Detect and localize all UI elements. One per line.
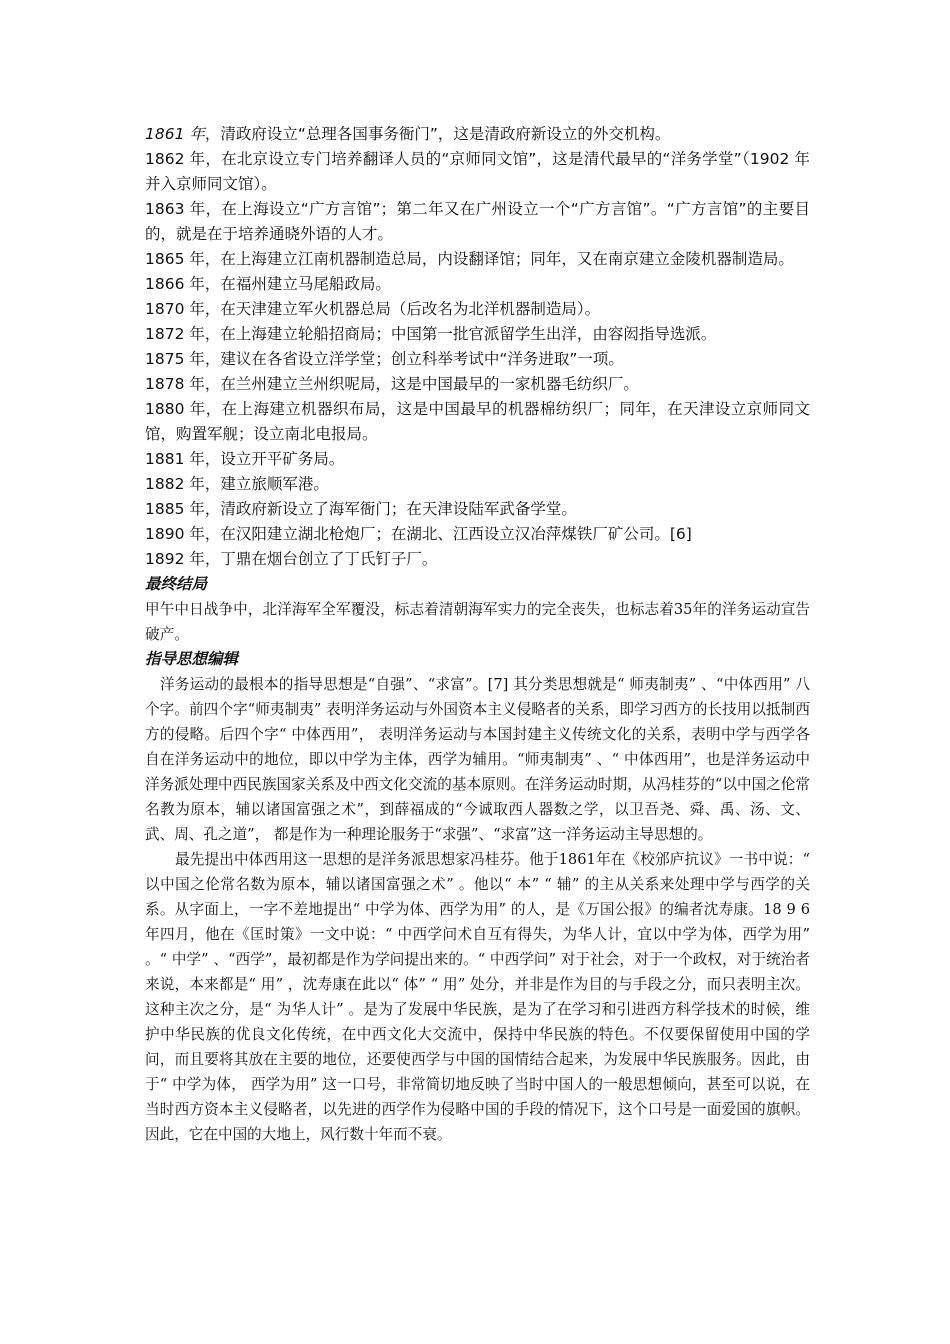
timeline-text: ，在天津建立军火机器总局（后改名为北洋机器制造局）。 — [204, 300, 601, 318]
timeline-entry — [145, 547, 810, 572]
timeline-entry — [145, 347, 810, 372]
timeline-year: 1865 年 — [145, 250, 205, 268]
timeline-year: 1882 年 — [145, 475, 205, 493]
timeline-text: ，建立旅顺军港。 — [204, 475, 329, 493]
timeline-text: ，在上海建立江南机器制造总局，内设翻译馆；同年，又在南京建立金陵机器制造局。 — [204, 250, 794, 268]
timeline-year: 1866 年 — [145, 275, 205, 293]
timeline-entry — [145, 322, 810, 347]
final-outcome-paragraph: 甲午中日战争中，北洋海军全军覆没，标志着清朝海军实力的完全丧失，也标志着35年的洋务运动宣告破产。 — [145, 601, 810, 643]
guiding-thought-paragraph-1: 洋务运动的最根本的指导思想是“自强”、“求富”。[7] 其分类思想就是“ 师夷制夷” 、“中体西用” 八个字。前四个字“师夷制夷” 表明洋务运动与外国资本主义侵略者的关系，即学习西方的长技用以抵制西方的侵略。后四个字“ 中体西用”， 表明洋务运动与本国封建主义传统文化的关系，表明中学与西学各自在洋务运动中的地位，即以中学为主体，西学为辅用。“师夷制夷” 、“ 中体西用”，也是洋务运动中洋务派处理中西民族国家关系及中西文化交流的基本原则。在洋务运动时期，从冯桂芬的“以中国之伦常名教为原本，辅以诸国富强之术”，到薛福成的“今诚取西人器数之学，以卫吾尧、舜、禹、汤、文、武、周、孔之道”， 都是作为一种理论服务于“求强”、“求富”这一洋务运动主导思想的。 — [145, 676, 810, 843]
timeline-year: 1861 年 — [145, 125, 205, 143]
timeline-text: ，在上海建立机器织布局，这是中国最早的机器棉纺织厂；同年，在天津设立京师同文馆，购置军舰；设立南北电报局。 — [145, 400, 810, 443]
timeline-year: 1890 年 — [145, 525, 205, 543]
guiding-thought-heading: 指导思想编辑 — [145, 650, 239, 668]
timeline-entry — [145, 472, 810, 497]
final-outcome-heading: 最终结局 — [145, 575, 208, 593]
timeline-year: 1875 年 — [145, 350, 205, 368]
timeline-entry — [145, 247, 810, 272]
timeline-year: 1870 年 — [145, 300, 205, 318]
timeline-year: 1872 年 — [145, 325, 205, 343]
timeline-text: ，在兰州建立兰州织呢局，这是中国最早的一家机器毛纺织厂。 — [204, 375, 639, 393]
guiding-thought-paragraph-2: 最先提出中体西用这一思想的是洋务派思想家冯桂芬。他于1861年在《校邠庐抗议》一书中说：“ 以中国之伦常名数为原本，辅以诸国富强之术” 。他以“ 本” “ 辅” 的主从关系来处理中学与西学的关系。从字面上，一字不差地提出“ 中学为体、西学为用” 的人，是《万国公报》的编者沈寿康。18 9 6 年四月，他在《匡时策》一文中说：“ 中西学问术自互有得失，为华人计，宜以中学为体，西学为用” 。“ 中学” 、“西学”，最初都是作为学问提出来的。“ 中西学问” 对于社会，对于一个政权，对于统治者来说，本来都是“ 用” ，沈寿康在此以“ 体” “ 用” 处分，并非是作为目的与手段之分，而只表明主次。这种主次之分，是“ 为华人计” 。是为了发展中华民族，是为了在学习和引进西方科学技术的时候，维护中华民族的优良文化传统，在中西文化大交流中，保持中华民族的特色。不仅要保留使用中国的学问，而且要将其放在主要的地位，还要使西学与中国的国情结合起来，为发展中华民族服务。因此，由于“ 中学为体， 西学为用” 这一口号，非常简切地反映了当时中国人的一般思想倾向，甚至可以说，在当时西方资本主义侵略者，以先进的西学作为侵略中国的手段的情况下，这个口号是一面爱国的旗帜。因此，它在中国的大地上，风行数十年而不衰。 — [145, 851, 810, 1143]
timeline-entry — [145, 497, 810, 522]
timeline-entry — [145, 297, 810, 322]
timeline-text: ，清政府设立“总理各国事务衙门”，这是清政府新设立的外交机构。 — [204, 125, 671, 143]
timeline-text: ，在北京设立专门培养翻译人员的“京师同文馆”，这是清代最早的“洋务学堂”（1902 年并入京师同文馆）。 — [145, 150, 810, 193]
timeline-year: 1878 年 — [145, 375, 205, 393]
timeline-text: ，在上海建立轮船招商局；中国第一批官派留学生出洋，由容闳指导选派。 — [204, 325, 717, 343]
timeline-year: 1862 年 — [145, 150, 206, 168]
timeline-list — [145, 122, 810, 572]
timeline-year: 1892 年 — [145, 550, 205, 568]
timeline-entry — [145, 372, 810, 397]
timeline-text: ，设立开平矿务局。 — [204, 450, 345, 468]
timeline-text: ，在上海设立“广方言馆”；第二年又在广州设立一个“广方言馆”。“广方言馆”的主要目的，就是在于培养通晓外语的人才。 — [145, 200, 810, 243]
timeline-text: ，在福州建立马尾船政局。 — [204, 275, 391, 293]
timeline-entry — [145, 197, 810, 247]
timeline-entry — [145, 122, 810, 147]
document-page — [145, 122, 810, 1147]
timeline-year: 1880 年 — [145, 400, 206, 418]
timeline-text: ，建议在各省设立洋学堂；创立科举考试中“洋务进取”一项。 — [204, 350, 624, 368]
timeline-text: ，在汉阳建立湖北枪炮厂；在湖北、江西设立汉冶萍煤铁厂矿公司。[6] — [204, 525, 692, 543]
timeline-entry — [145, 397, 810, 447]
timeline-year: 1881 年 — [145, 450, 205, 468]
timeline-text: ，清政府新设立了海军衙门；在天津设陆军武备学堂。 — [204, 500, 577, 518]
timeline-entry — [145, 147, 810, 197]
timeline-year: 1863 年 — [145, 200, 206, 218]
timeline-text: ，丁鼎在烟台创立了丁氏钉子厂。 — [204, 550, 438, 568]
timeline-entry — [145, 447, 810, 472]
timeline-entry — [145, 272, 810, 297]
timeline-year: 1885 年 — [145, 500, 205, 518]
timeline-entry — [145, 522, 810, 547]
